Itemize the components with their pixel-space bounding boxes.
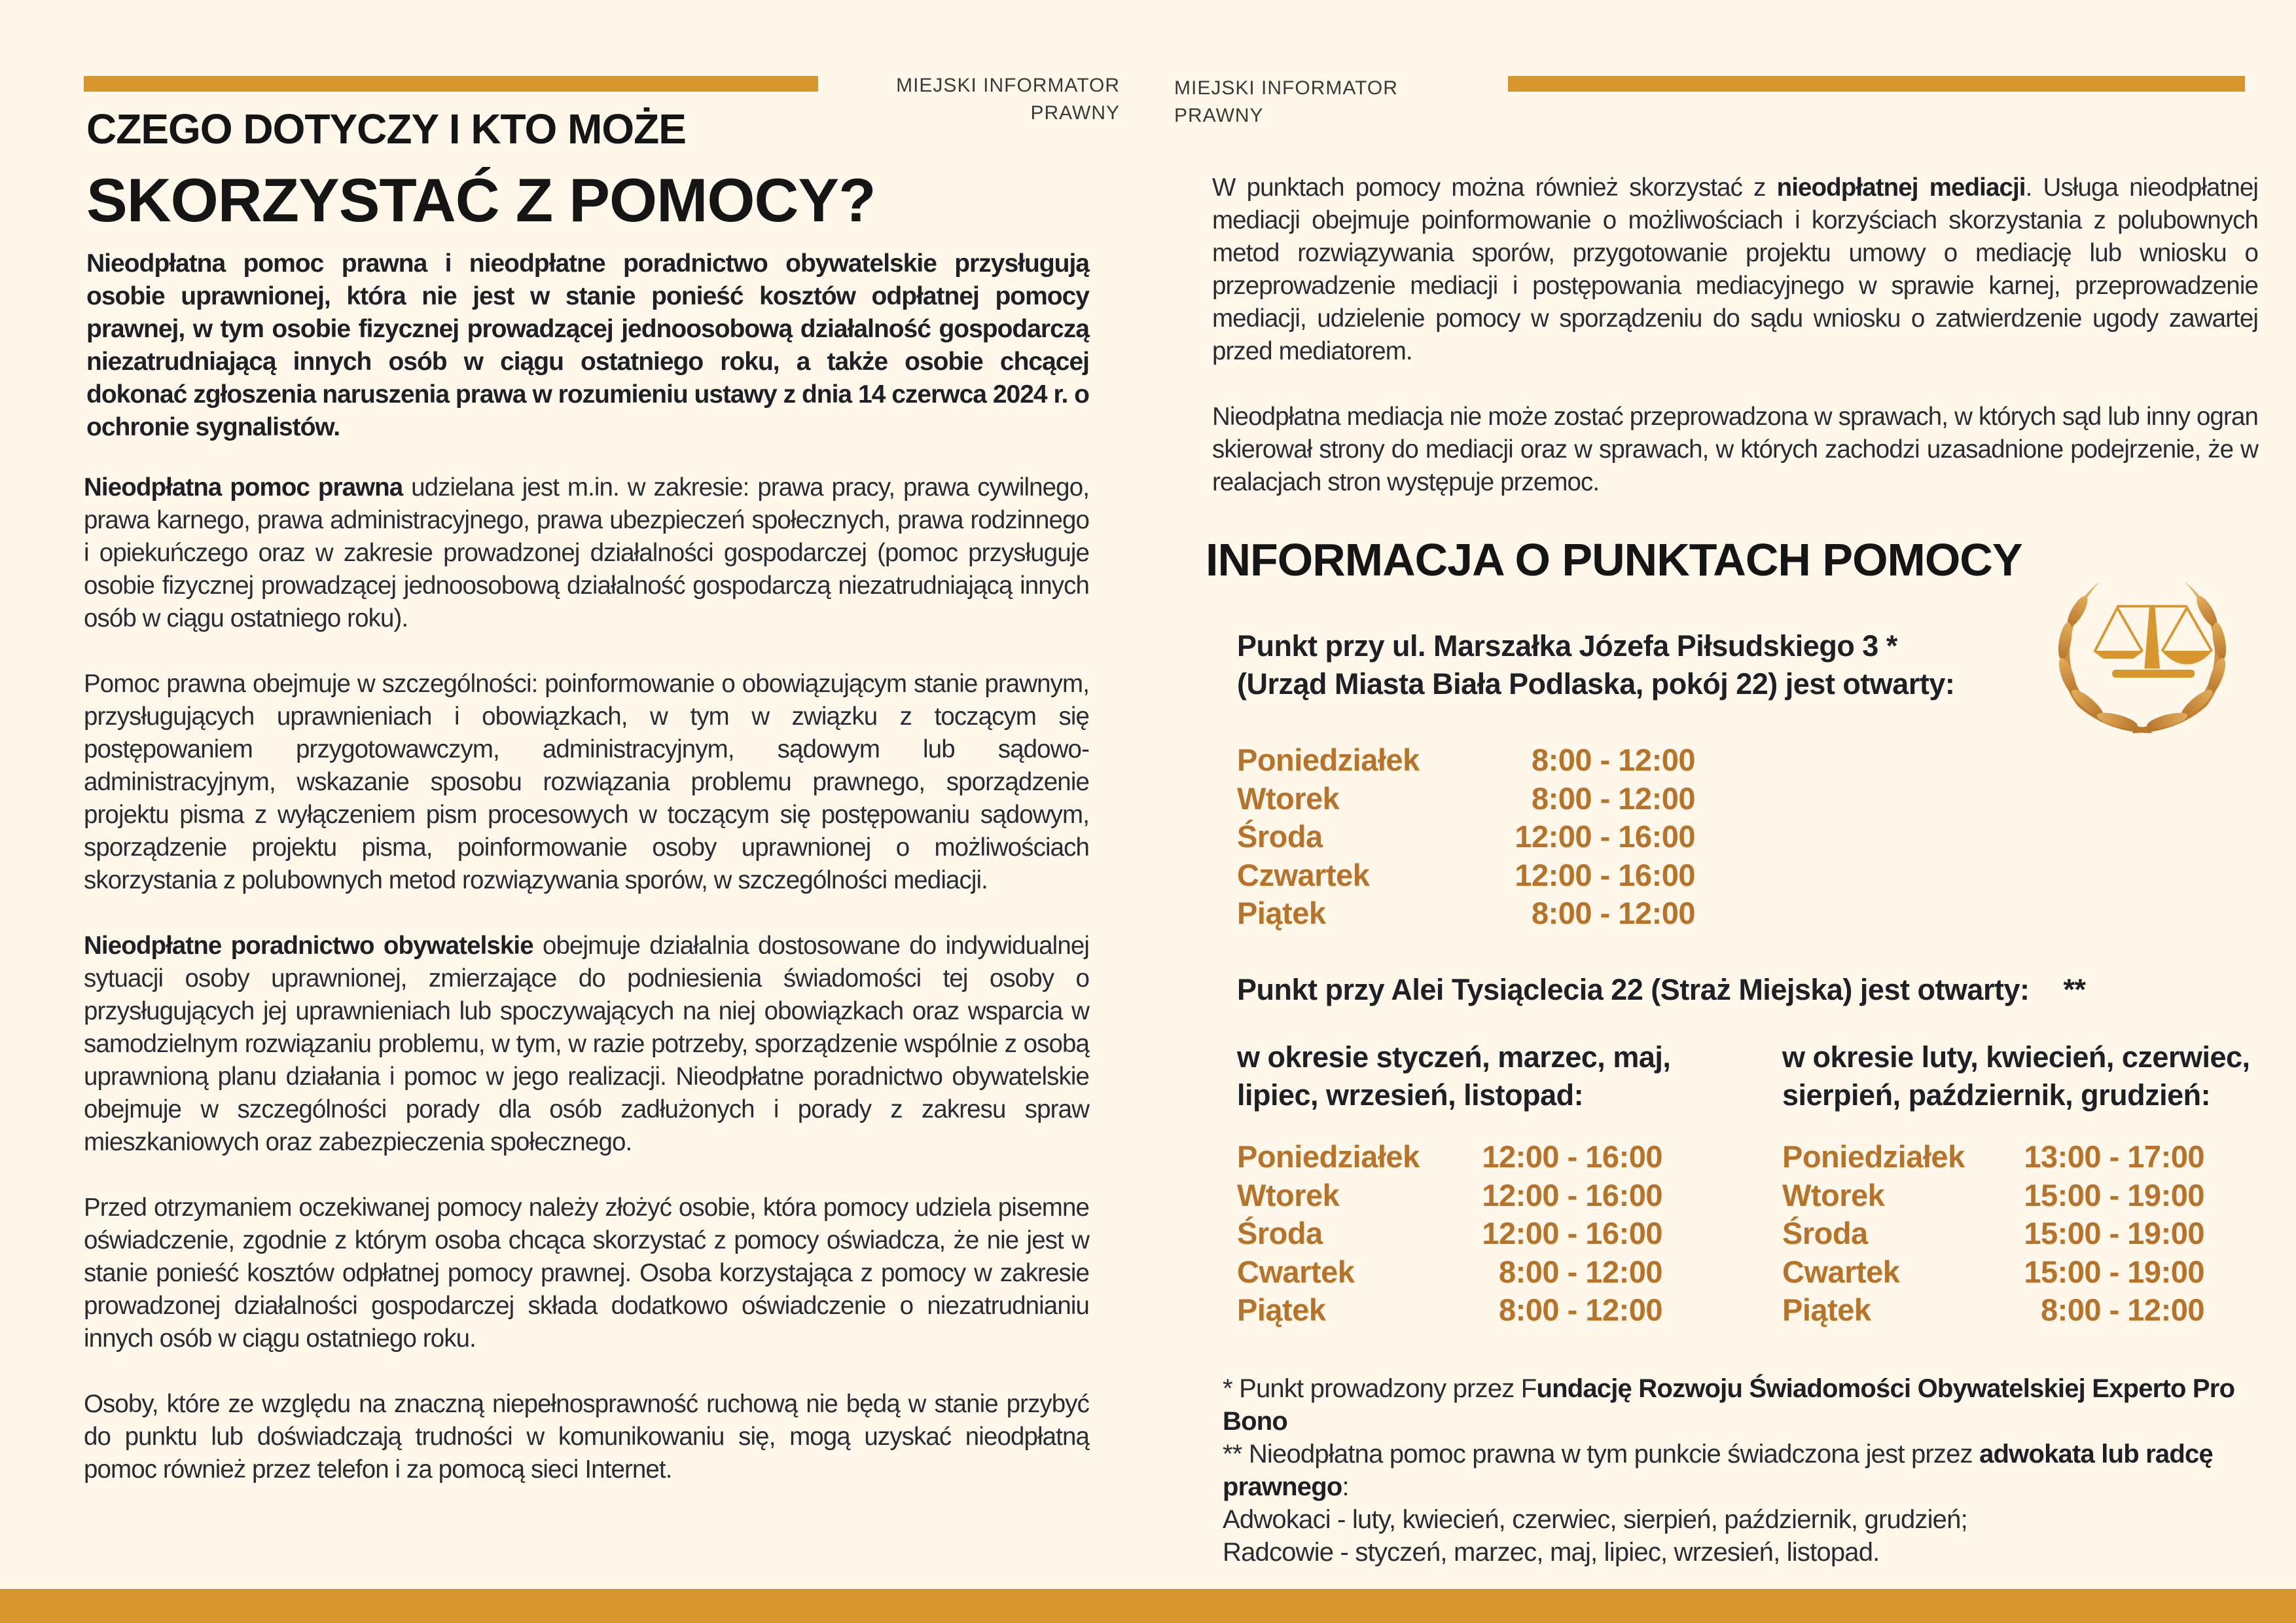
title-line-1: CZEGO DOTYCZY I KTO MOŻE [86,105,686,153]
text: Adwokaci - luty, kwiecień, czerwiec, sierpień, październik, grudzień; [1223,1505,1967,1534]
text: ** Nieodpłatna pomoc prawna w tym punkcie świadczona jest przez [1223,1440,1980,1468]
schedule-hours: 15:00 - 19:00 [2024,1177,2204,1213]
schedule-day: Piątek [1237,1292,1326,1327]
bold-text: adwokata lub radcę prawnego [1223,1440,2213,1501]
schedule-day: Wtorek [1237,780,1340,816]
text: Nieodpłatna mediacja nie może zostać przeprowadzona w sprawach, w których sąd lub inny ogran skierował strony do mediacji oraz w sprawach, w których zachodzi uzasadnione podejrzenie, że w realacjach stron występuje przemoc. [1212,403,2258,496]
text: Przed otrzymaniem oczekiwanej pomocy należy złożyć osobie, która pomocy udziela pisemne oświadczenie, zgodnie z którym osoba chcąca skorzystać z pomocy oświadcza, że nie jest w stanie ponieść kosztów odpłatnej pomocy prawnej. Osoba korzystająca z pomocy w zakresie prowadzonej działalności gospodarczej składa dodatkowo oświadczenie o niezatrudnianiu innych osób w ciągu ostatniego roku. [84,1194,1089,1353]
text: udzielana jest m.in. w zakresie: prawa pracy, prawa cywilnego, prawa karnego, prawa administracyjnego, prawa ubezpieczeń społecznych, prawa rodzinnego i opiekuńczego oraz w zakresie prowadzonej działalności gospodarczej (pomoc przysługuje osobie fizycznej prowadzącej jednoosobową działalność gospodarczą niezatrudniającą innych osób w ciągu ostatniego roku). [84,473,1089,632]
title-line-2: SKORZYSTAĆ Z POMOCY? [86,166,876,234]
schedule-hours: 8:00 - 12:00 [1498,1292,1662,1327]
paragraph [1223,1438,2270,1503]
point1-schedule [1237,741,1695,933]
paragraph [84,471,1089,635]
section-title: INFORMACJA O PUNKTACH POMOCY [1206,534,2022,585]
schedule-row [1782,1138,2204,1176]
paragraph [1212,401,2258,499]
schedule-day: Piątek [1237,896,1326,930]
right-body [1212,172,2258,499]
header-label-line: MIEJSKI INFORMATOR [1174,77,1398,99]
header-label-line: MIEJSKI INFORMATOR [896,75,1120,96]
point1-line2: (Urząd Miasta Biała Podlaska, pokój 22) jest otwarty: [1237,667,1955,701]
schedule-hours: 12:00 - 16:00 [1482,1139,1662,1174]
schedule-row [1237,1253,1662,1292]
point2-address [1237,971,2086,1009]
paragraph [1223,1372,2270,1438]
schedule-row [1237,1176,1662,1215]
schedule-row [1237,741,1695,780]
text: . Usługa nieodpłatnej mediacji obejmuje poinformowanie o możliwościach i korzyściach skorzystania z polubownych metod rozwiązywania sporów, przygotowanie projektu umowy o mediację lub wniosku o przeprowadzenie mediacji i postępowania mediacyjnego w sprawie karnej, przeprowadzenie mediacji, udzielenie pomocy w sporządzeniu do sądu wniosku o zatwierdzenie ugody zawartej przed mediatorem. [1212,173,2258,365]
schedule-day: Poniedziałek [1237,1139,1420,1174]
schedule-row [1782,1253,2204,1292]
schedule-day: Poniedziałek [1782,1139,1965,1174]
bold-text: Nieodpłatne poradnictwo obywatelskie [84,932,533,960]
schedule-row [1782,1291,2204,1330]
period2-label [1782,1038,2250,1114]
point1-address [1237,627,1954,703]
period-line: w okresie styczeń, marzec, maj, [1237,1040,1671,1074]
text: Radcowie - styczeń, marzec, maj, lipiec, wrzesień, listopad. [1223,1538,1880,1567]
schedule-row [1237,1214,1662,1253]
period1-schedule [1237,1138,1662,1330]
footnotes [1223,1372,2270,1569]
period1-label [1237,1038,1670,1114]
schedule-day: Środa [1782,1216,1868,1250]
schedule-hours: 8:00 - 12:00 [1498,1254,1662,1289]
intro-paragraph: Nieodpłatna pomoc prawna i nieodpłatne poradnictwo obywatelskie przysługują osobie uprawnionej, która nie jest w stanie ponieść kosztów odpłatnej pomocy prawnej, w tym osobie fizycznej prowadzącej jednoosobową działalność gospodarczą niezatrudniającą innych osób w ciągu ostatniego roku, a także osobie chcącej dokonać zgłoszenia naruszenia prawa w rozumieniu ustawy z dnia 14 czerwca 2024 r. o ochronie sygnalistów. [86,249,1089,441]
text: Pomoc prawna obejmuje w szczególności: poinformowanie o obowiązującym stanie prawnym, przysługujących uprawnieniach i obowiązkach, w tym w związku z toczącym się postępowaniem przygotowawczym, administracyjnym, sądowym lub sądowo-administracyjnym, wskazanie sposobu rozwiązania problemu prawnego, sporządzenie projektu pisma z wyłączeniem pism procesowych w toczącym się postępowaniu sądowym, sporządzenie projektu pisma, poinformowanie osoby uprawnionej o możliwościach skorzystania z polubownych metod rozwiązywania sporów, w szczególności mediacji. [84,670,1089,894]
schedule-row [1237,1138,1662,1176]
schedule-hours: 12:00 - 16:00 [1515,819,1695,854]
schedule-day: Środa [1237,819,1323,854]
paragraph [1212,172,2258,368]
schedule-hours: 15:00 - 19:00 [2024,1254,2204,1289]
paragraph [1223,1503,2270,1536]
text: : [1342,1472,1349,1501]
period2-schedule [1782,1138,2204,1330]
schedule-row [1237,780,1695,818]
schedule-row [1237,818,1695,856]
text: W punktach pomocy można również skorzystać z [1212,173,1777,202]
text: obejmuje działalnia dostosowane do indywidualnej sytuacji osoby uprawnionej, zmierzające do podniesienia świadomości tej osoby o przysługujących jej uprawnieniach lub spoczywających na niej obowiązkach oraz wsparcia w samodzielnym rozwiązaniu problemu, w tym, w razie potrzeby, sporządzenie wspólnie z osobą uprawnioną planu działania i pomoc w jego realizacji. Nieodpłatne poradnictwo obywatelskie obejmuje w szczególności porady dla osób zadłużonych i porady z zakresu spraw mieszkaniowych oraz zabezpieczenia społecznego. [84,932,1089,1156]
period-line: lipiec, wrzesień, listopad: [1237,1078,1584,1112]
schedule-row [1237,1291,1662,1330]
bold-text: Nieodpłatna pomoc prawna [84,473,403,501]
schedule-day: Wtorek [1237,1177,1340,1213]
header-label-right [1174,75,1398,130]
schedule-day: Środa [1237,1216,1323,1250]
scales-of-justice-laurel-icon [2018,553,2267,759]
left-body [84,471,1089,1486]
header-label-left [851,72,1120,127]
point2-line: Punkt przy Alei Tysiąclecia 22 (Straż Miejska) jest otwarty: [1237,973,2030,1006]
period-line: w okresie luty, kwiecień, czerwiec, [1782,1040,2250,1074]
schedule-hours: 8:00 - 12:00 [2040,1292,2204,1327]
text: Osoby, które ze względu na znaczną niepełnosprawność ruchową nie będą w stanie przybyć do punktu lub doświadczają trudności w komunikowaniu się, mogą uzyskać nieodpłatną pomoc również przez telefon i za pomocą sieci Internet. [84,1390,1089,1484]
schedule-day: Cwartek [1237,1254,1355,1289]
schedule-day: Cwartek [1782,1254,1900,1289]
schedule-hours: 8:00 - 12:00 [1531,780,1695,816]
paragraph [84,1192,1089,1355]
schedule-hours: 8:00 - 12:00 [1531,742,1695,777]
schedule-hours: 12:00 - 16:00 [1515,857,1695,892]
header-bar-left [84,76,818,92]
paragraph [84,668,1089,897]
schedule-hours: 12:00 - 16:00 [1482,1177,1662,1213]
header-bar-right [1508,76,2245,92]
schedule-hours: 13:00 - 17:00 [2024,1139,2204,1174]
schedule-day: Piątek [1782,1292,1871,1327]
schedule-day: Wtorek [1782,1177,1885,1213]
footer-bar [0,1589,2296,1623]
schedule-day: Czwartek [1237,857,1370,892]
header-label-line: PRAWNY [1030,102,1120,124]
bold-text: nieodpłatnej mediacji [1776,173,2026,202]
point1-line1: Punkt przy ul. Marszałka Józefa Piłsudskiego 3 * [1237,629,1897,663]
schedule-day: Poniedziałek [1237,742,1420,777]
schedule-hours: 12:00 - 16:00 [1482,1216,1662,1250]
point2-marker: ** [2063,973,2086,1006]
bold-text: undację Rozwoju Świadomości Obywatelskiej Experto Pro Bono [1223,1374,2235,1436]
header-label-line: PRAWNY [1174,105,1264,126]
schedule-hours: 15:00 - 19:00 [2024,1216,2204,1250]
schedule-row [1782,1214,2204,1253]
text: * Punkt prowadzony przez F [1223,1374,1537,1403]
paragraph [84,1388,1089,1486]
schedule-row [1237,856,1695,895]
paragraph [1223,1536,2270,1569]
paragraph [84,930,1089,1159]
schedule-hours: 8:00 - 12:00 [1531,896,1695,930]
schedule-row [1237,894,1695,933]
period-line: sierpień, październik, grudzień: [1782,1078,2211,1112]
schedule-row [1782,1176,2204,1215]
